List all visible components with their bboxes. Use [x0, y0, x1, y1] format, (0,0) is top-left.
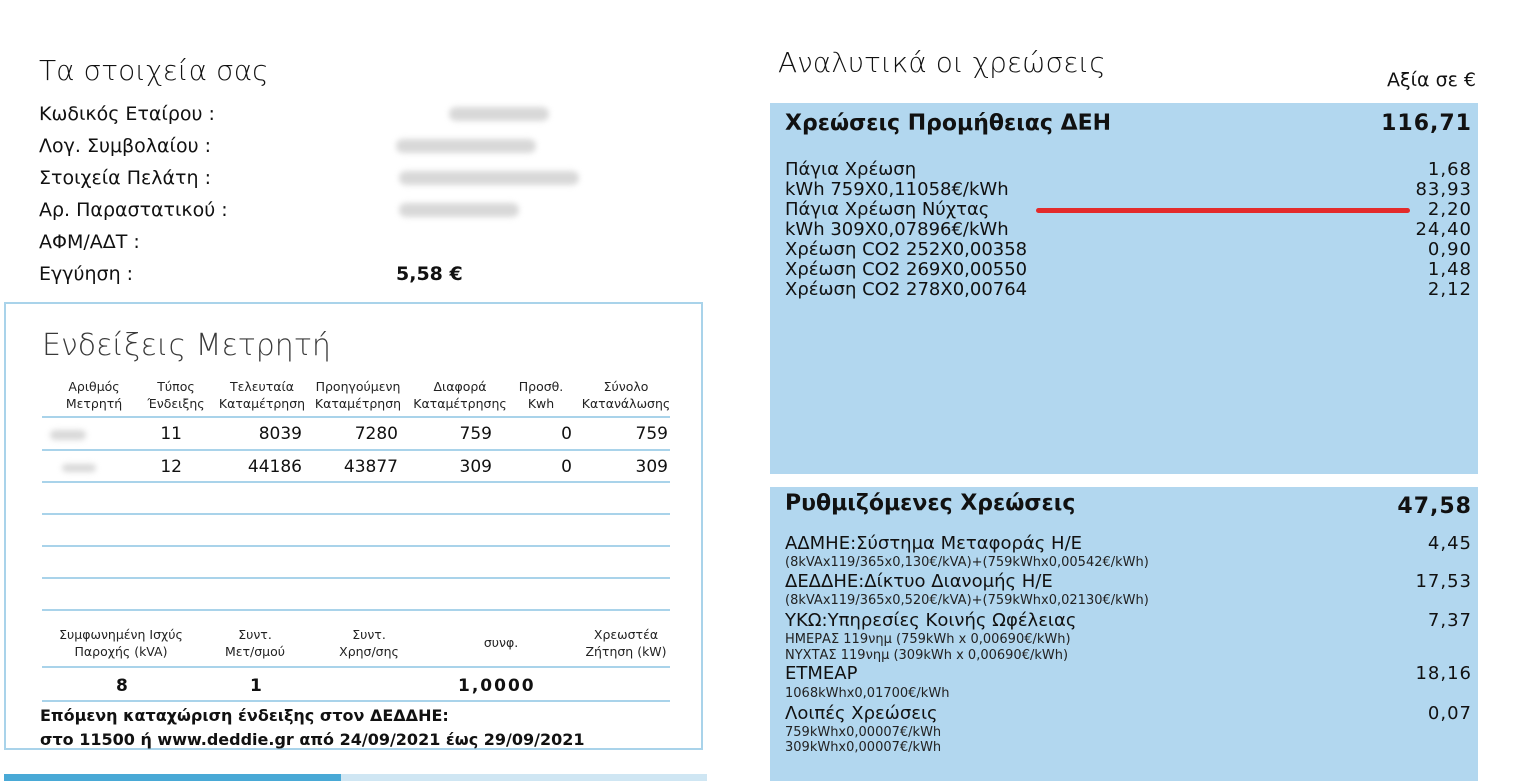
next-reading-line-2: στο 11500 ή www.deddie.gr από 24/09/2021 έως 29/09/2021	[40, 730, 585, 749]
cell-additional: 0	[561, 424, 572, 444]
charge-line-label: Χρέωση CO2 269X0,00550	[785, 259, 1028, 280]
charge-line-label: Χρέωση CO2 278X0,00764	[785, 279, 1028, 300]
divider	[42, 545, 670, 547]
header-last-reading	[216, 378, 308, 412]
header-text: συνφ.	[483, 635, 519, 650]
info-label: Αρ. Παραστατικού :	[39, 199, 228, 221]
regulated-charges-total: 47,58	[1397, 494, 1472, 519]
redacted-value	[399, 171, 579, 185]
divider	[42, 416, 670, 418]
red-highlight-line	[1036, 208, 1410, 213]
header-text: Προηγούμενη Καταμέτρηση	[314, 379, 402, 411]
header-difference	[410, 378, 510, 412]
regulated-item-detail: (8kVAx119/365x0,520€/kVA)+(759kWhx0,02130€/kWh)	[785, 593, 1149, 608]
header-text: Χρεωστέα Ζήτηση (kW)	[585, 627, 667, 659]
supply-charges-title: Χρεώσεις Προμήθειας ΔΕΗ	[785, 111, 1112, 136]
header-metering-coefficient	[210, 626, 300, 660]
regulated-item-detail: (8kVAx119/365x0,130€/kVA)+(759kWhx0,00542€/kWh)	[785, 555, 1149, 570]
charge-line-label: Πάγια Χρέωση Νύχτας	[785, 199, 990, 220]
charge-line-amount: 83,93	[1415, 179, 1472, 200]
regulated-charges-title: Ρυθμιζόμενες Χρεώσεις	[785, 491, 1076, 516]
header-meter-number	[54, 378, 134, 412]
header-agreed-power	[46, 626, 196, 660]
divider	[42, 449, 670, 451]
charges-title: Αναλυτικά οι χρεώσεις	[778, 46, 1106, 79]
header-total-consumption	[574, 378, 678, 412]
regulated-item-label: ΑΔΜΗΕ:Σύστημα Μεταφοράς Η/Ε	[785, 533, 1083, 554]
charge-line-amount: 1,48	[1427, 259, 1472, 280]
regulated-item-amount: 7,37	[1427, 610, 1472, 631]
header-text: Συμφωνημένη Ισχύς Παροχής (kVA)	[59, 627, 183, 659]
bottom-accent-strip	[4, 774, 707, 781]
header-previous-reading	[310, 378, 406, 412]
metering-coefficient-value: 1	[250, 676, 262, 696]
header-text: Προσθ. Kwh	[518, 379, 564, 411]
cell-additional: 0	[561, 457, 572, 477]
regulated-item-amount: 18,16	[1415, 663, 1472, 684]
regulated-charges-panel	[770, 487, 1478, 781]
header-text: Αριθμός Μετρητή	[65, 379, 123, 411]
header-text: Τύπος Ένδειξης	[147, 379, 205, 411]
header-text: Σύνολο Κατανάλωσης	[581, 379, 671, 411]
regulated-item-detail: ΗΜΕΡΑΣ 119νημ (759kWh x 0,00690€/kWh)	[785, 632, 1071, 647]
meter-readings-panel	[4, 302, 703, 750]
regulated-item-amount: 17,53	[1415, 571, 1472, 592]
regulated-item-label: ΔΕΔΔΗΕ:Δίκτυο Διανομής Η/Ε	[785, 571, 1053, 592]
cell-last: 44186	[247, 457, 302, 477]
header-chargeable-demand	[574, 626, 678, 660]
cell-total: 309	[635, 457, 668, 477]
charge-line-label: Πάγια Χρέωση	[785, 159, 917, 180]
regulated-item-label: ΕΤΜΕΑΡ	[785, 663, 858, 684]
info-label: ΑΦΜ/ΑΔΤ :	[39, 231, 140, 253]
info-label: Λογ. Συμβολαίου :	[39, 135, 212, 157]
redacted-value	[399, 203, 519, 217]
header-usage-coefficient	[324, 626, 414, 660]
regulated-item-amount: 4,45	[1427, 533, 1472, 554]
redacted-value	[396, 139, 536, 153]
regulated-item-detail: ΝΥΧΤΑΣ 119νημ (309kWh x 0,00690€/kWh)	[785, 648, 1069, 663]
regulated-item-label: ΥΚΩ:Υπηρεσίες Κοινής Ωφέλειας	[785, 610, 1077, 631]
header-text: Συντ. Μετ/σμού	[224, 627, 286, 659]
charge-line-amount: 24,40	[1415, 219, 1472, 240]
next-reading-line-1: Επόμενη καταχώριση ένδειξης στον ΔΕΔΔΗΕ:	[40, 706, 449, 725]
regulated-item-amount: 0,07	[1427, 703, 1472, 724]
cell-last: 8039	[258, 424, 302, 444]
divider	[42, 513, 670, 515]
charge-line-label: kWh 759X0,11058€/kWh	[785, 179, 1009, 200]
bottom-accent-strip-dark	[4, 774, 341, 781]
supply-charges-panel	[770, 103, 1478, 474]
charge-line-amount: 0,90	[1427, 239, 1472, 260]
info-label: Εγγύηση :	[39, 263, 134, 285]
header-additional-kwh	[514, 378, 568, 412]
charge-line-amount: 2,12	[1427, 279, 1472, 300]
regulated-item-detail: 759kWhx0,00007€/kWh	[785, 725, 942, 740]
info-label: Στοιχεία Πελάτη :	[39, 167, 211, 189]
agreed-power-value: 8	[116, 676, 128, 696]
redacted-meter-number	[62, 464, 96, 472]
regulated-item-detail: 1068kWhx0,01700€/kWh	[785, 686, 950, 701]
regulated-item-detail: 309kWhx0,00007€/kWh	[785, 740, 942, 755]
cell-difference: 759	[459, 424, 492, 444]
charge-line-amount: 1,68	[1427, 159, 1472, 180]
info-label: Κωδικός Εταίρου :	[39, 103, 215, 125]
deposit-value: 5,58 €	[396, 263, 463, 285]
divider	[42, 481, 670, 483]
cell-type: 12	[160, 457, 182, 477]
cell-type: 11	[160, 424, 182, 444]
customer-info-title: Τα στοιχεία σας	[39, 54, 269, 87]
header-text: Διαφορά Καταμέτρησης	[413, 379, 507, 411]
meter-readings-title: Ενδείξεις Μετρητή	[42, 328, 331, 363]
header-reading-type	[140, 378, 212, 412]
charge-line-label: Χρέωση CO2 252X0,00358	[785, 239, 1028, 260]
header-text: Συντ. Χρησ/σης	[339, 627, 399, 659]
redacted-meter-number	[50, 430, 86, 440]
divider	[42, 577, 670, 579]
charge-line-amount: 2,20	[1427, 199, 1472, 220]
divider	[42, 666, 670, 668]
regulated-item-label: Λοιπές Χρεώσεις	[785, 703, 938, 724]
divider	[42, 609, 670, 611]
cell-difference: 309	[459, 457, 492, 477]
supply-charges-total: 116,71	[1381, 111, 1472, 136]
value-column-header: Αξία σε €	[1387, 69, 1477, 91]
cell-previous: 7280	[354, 424, 398, 444]
power-factor-value: 1,0000	[458, 676, 536, 696]
charge-line-label: kWh 309X0,07896€/kWh	[785, 219, 1009, 240]
cell-total: 759	[635, 424, 668, 444]
cell-previous: 43877	[343, 457, 398, 477]
header-text: Τελευταία Καταμέτρηση	[218, 379, 306, 411]
divider	[42, 700, 670, 702]
redacted-value	[449, 107, 549, 121]
header-power-factor	[456, 634, 546, 651]
